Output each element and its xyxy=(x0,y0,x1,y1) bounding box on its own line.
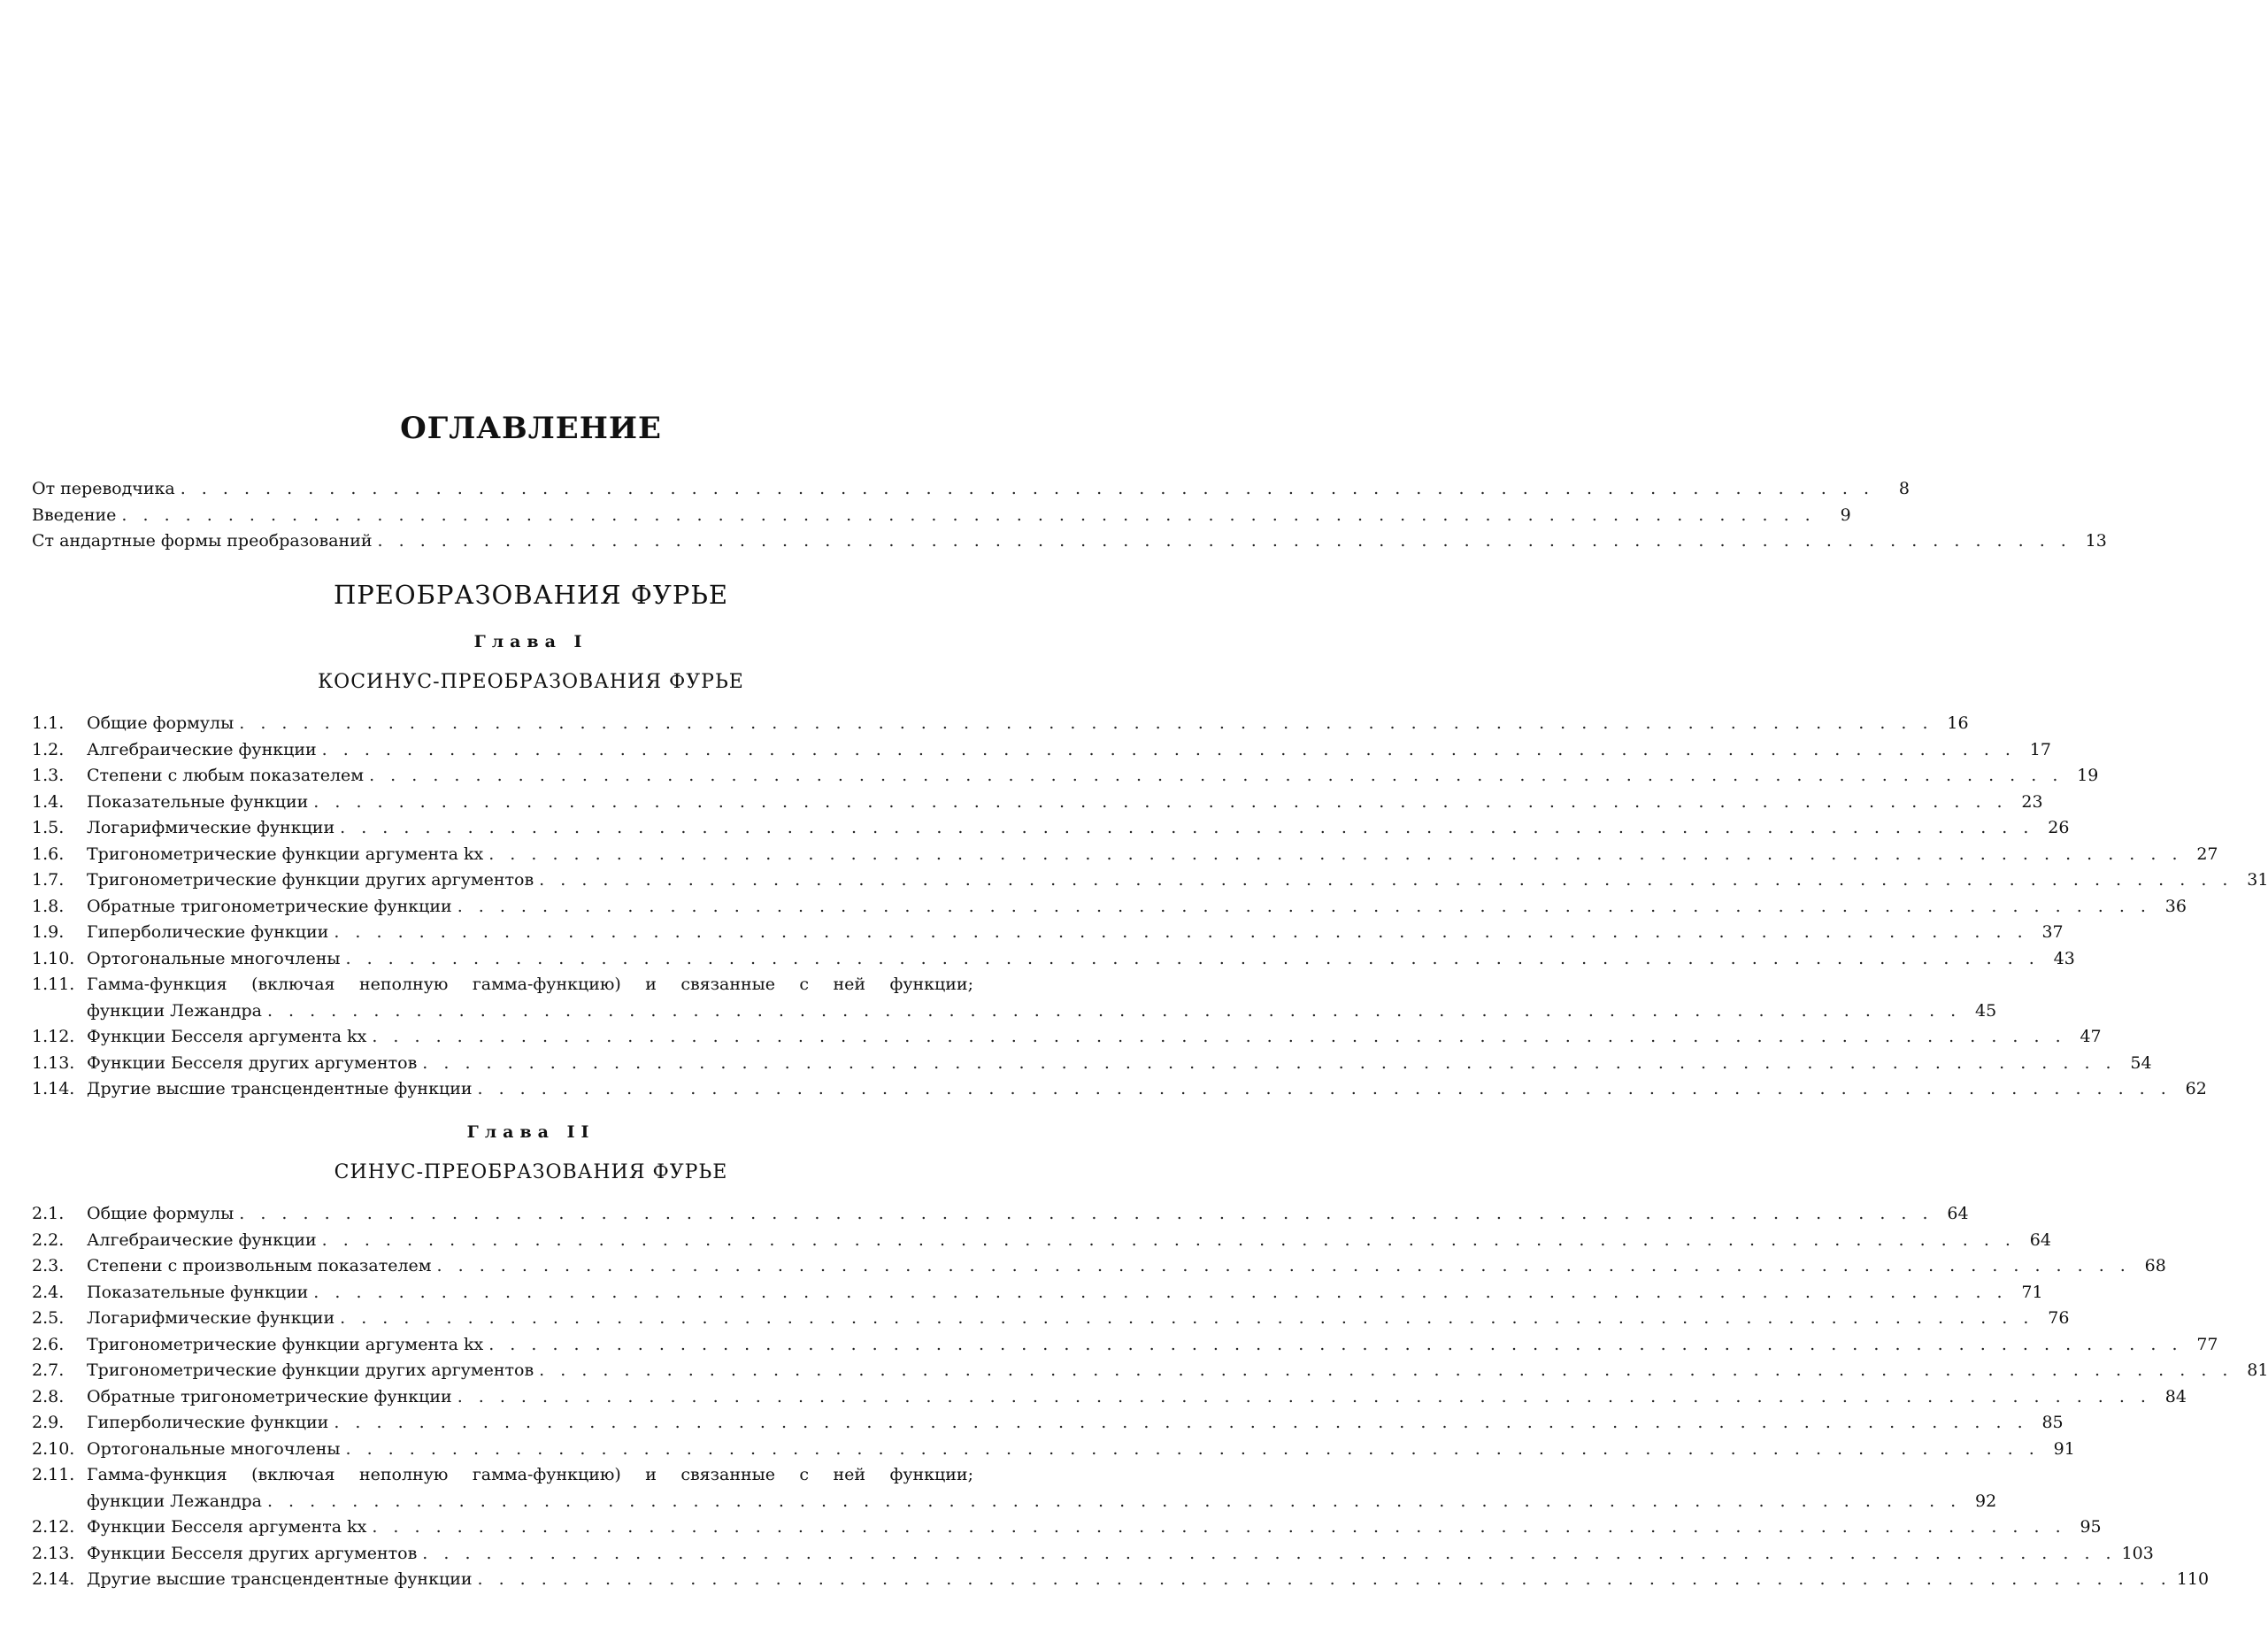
chapter-2-label: Глава II xyxy=(466,1122,596,1142)
part-title: ПРЕОБРАЗОВАНИЯ ФУРЬЕ xyxy=(333,580,729,610)
entry-page: 103 xyxy=(2121,1543,2154,1563)
dot-leader: . . . . . . . . . . . . . . . . . . . . . . . . . . . . . . . . . . . . . . . . . . . . . . . . . . . . . . . . . . . . . . . . . . . . . . . . . . . . . . . . xyxy=(121,505,1816,525)
dot-leader: . . . . . . . . . . . . . . . . . . . . . . . . . . . . . . . . . . . . . . . . . . . . . . . . . . . . . . . . . . . . . . . . . . . . . . . . . . . . . . . . xyxy=(266,1000,1962,1021)
entry-page: 71 xyxy=(2021,1282,2043,1302)
entry-title: Другие высшие трансцендентные функции xyxy=(87,1079,473,1098)
toc-entry[interactable] xyxy=(32,1228,2051,1254)
entry-page: 16 xyxy=(1947,713,1969,733)
entry-title: Логарифмические функции xyxy=(87,818,335,837)
entry-line xyxy=(32,972,1016,998)
entry-title: Общие формулы xyxy=(87,1204,234,1223)
dot-leader: . . . . . . . . . . . . . . . . . . . . . . . . . . . . . . . . . . . . . . . . . . . . . . . . . . . . . . . . . . . . . . . . . . . . . . . . . . . . . . . . xyxy=(334,1413,2028,1432)
toc-entry[interactable] xyxy=(32,503,1851,529)
entry-title: Показательные функции xyxy=(87,791,309,812)
toc-entry[interactable] xyxy=(32,1410,2064,1437)
entry-number: 1.2. xyxy=(32,739,65,759)
toc-entry[interactable] xyxy=(32,763,2099,790)
entry-page: 84 xyxy=(2164,1386,2187,1406)
dot-leader: . . . . . . . . . . . . . . . . . . . . . . . . . . . . . . . . . . . . . . . . . . . . . . . . . . . . . . . . . . . . . . . . . . . . . . . . . . . . . . . . xyxy=(422,1543,2117,1563)
entry-title: Гиперболические функции xyxy=(87,1413,329,1432)
entry-page: 23 xyxy=(2021,791,2043,812)
dot-leader: . . . . . . . . . . . . . . . . . . . . . . . . . . . . . . . . . . . . . . . . . . . . . . . . . . . . . . . . . . . . . . . . . . . . . . . . . . . . . . . . xyxy=(372,1517,2066,1537)
entry-title: Ортогональные многочлены xyxy=(87,948,341,968)
toc-entry[interactable] xyxy=(32,842,2218,868)
entry-page: 8 xyxy=(1898,479,1911,498)
dot-leader: . . . . . . . . . . . . . . . . . . . . . . . . . . . . . . . . . . . . . . . . . . . . . . . . . . . . . . . . . . . . . . . . . . . . . . . . . . . . . . . . xyxy=(436,1256,2131,1275)
toc-entry[interactable] xyxy=(32,972,1997,1024)
entry-title: Обратные тригонометрические функции xyxy=(87,896,452,916)
entry-page: 95 xyxy=(2080,1517,2102,1537)
toc-entry[interactable] xyxy=(32,711,1969,737)
entry-page: 31 xyxy=(2247,870,2268,890)
entry-number: 1.4. xyxy=(32,791,65,812)
entry-number: 1.7. xyxy=(32,870,65,890)
dot-leader: . . . . . . . . . . . . . . . . . . . . . . . . . . . . . . . . . . . . . . . . . . . . . . . . . . . . . . . . . . . . . . . . . . . . . . . . . . . . . . . . xyxy=(266,1491,1962,1511)
dot-leader: . . . . . . . . . . . . . . . . . . . . . . . . . . . . . . . . . . . . . . . . . . . . . . . . . . . . . . . . . . . . . . . . . . . . . . . . . . . . . . . . xyxy=(369,766,2064,785)
entry-number: 1.13. xyxy=(32,1052,75,1073)
entry-number: 2.4. xyxy=(32,1282,65,1302)
toc-entry[interactable] xyxy=(32,476,1911,503)
entry-title: Гиперболические функции xyxy=(87,922,329,942)
entry-number: 1.9. xyxy=(32,922,65,942)
entry-title: Степени с любым показателем xyxy=(87,766,365,785)
entry-number: 2.2. xyxy=(32,1229,65,1250)
chapter-1-entries xyxy=(32,711,2268,1103)
entry-title: Алгебраические функции xyxy=(87,739,317,759)
entry-number: 2.9. xyxy=(32,1413,65,1432)
entry-page: 43 xyxy=(2053,948,2075,968)
entry-number: 2.10. xyxy=(32,1438,75,1459)
entry-number: 1.8. xyxy=(32,896,65,916)
entry-page: 92 xyxy=(1975,1491,1997,1511)
chapter-1-title: КОСИНУС-ПРЕОБРАЗОВАНИЯ ФУРЬЕ xyxy=(318,671,744,693)
dot-leader: . . . . . . . . . . . . . . . . . . . . . . . . . . . . . . . . . . . . . . . . . . . . . . . . . . . . . . . . . . . . . . . . . . . . . . . . . . . . . . . . xyxy=(457,896,2151,916)
dot-leader: . . . . . . . . . . . . . . . . . . . . . . . . . . . . . . . . . . . . . . . . . . . . . . . . . . . . . . . . . . . . . . . . . . . . . . . . . . . . . . . . xyxy=(372,1027,2066,1046)
dot-leader: . . . . . . . . . . . . . . . . . . . . . . . . . . . . . . . . . . . . . . . . . . . . . . . . . . . . . . . . . . . . . . . . . . . . . . . . . . . . . . . . xyxy=(345,948,2040,968)
entry-page: 19 xyxy=(2077,766,2099,785)
toc-entry[interactable] xyxy=(32,1280,2043,1306)
toc-entry[interactable] xyxy=(32,1201,1969,1228)
toc-entry[interactable] xyxy=(32,1437,2075,1463)
entry-line xyxy=(32,1462,1016,1489)
entry-title: Тригонометрические функции аргумента kx xyxy=(87,1334,484,1354)
dot-leader: . . . . . . . . . . . . . . . . . . . . . . . . . . . . . . . . . . . . . . . . . . . . . . . . . . . . . . . . . . . . . . . . . . . . . . . . . . . . . . . . xyxy=(321,1229,2016,1250)
dot-leader: . . . . . . . . . . . . . . . . . . . . . . . . . . . . . . . . . . . . . . . . . . . . . . . . . . . . . . . . . . . . . . . . . . . . . . . . . . . . . . . . xyxy=(345,1438,2040,1459)
dot-leader: . . . . . . . . . . . . . . . . . . . . . . . . . . . . . . . . . . . . . . . . . . . . . . . . . . . . . . . . . . . . . . . . . . . . . . . . . . . . . . . . xyxy=(457,1386,2151,1406)
entry-page: 85 xyxy=(2041,1413,2064,1432)
entry-title: От переводчика xyxy=(32,479,175,498)
entry-number: 2.11. xyxy=(32,1465,75,1484)
entry-number: 1.6. xyxy=(32,844,65,864)
dot-leader: . . . . . . . . . . . . . . . . . . . . . . . . . . . . . . . . . . . . . . . . . . . . . . . . . . . . . . . . . . . . . . . . . . . . . . . . . . . . . . . . xyxy=(321,739,2016,759)
entry-page: 13 xyxy=(2085,531,2107,551)
dot-leader: . . . . . . . . . . . . . . . . . . . . . . . . . . . . . . . . . . . . . . . . . . . . . . . . . . . . . . . . . . . . . . . . . . . . . . . . . . . . . . . . xyxy=(334,922,2028,942)
toc-entry[interactable] xyxy=(32,1024,2102,1051)
entry-number: 2.1. xyxy=(32,1204,65,1223)
entry-page: 45 xyxy=(1975,1000,1997,1021)
entry-line xyxy=(32,998,1997,1025)
dot-leader: . . . . . . . . . . . . . . . . . . . . . . . . . . . . . . . . . . . . . . . . . . . . . . . . . . . . . . . . . . . . . . . . . . . . . . . . . . . . . . . . xyxy=(180,479,1875,498)
toc-entry[interactable] xyxy=(32,737,2051,764)
toc-entry[interactable] xyxy=(32,894,2187,921)
entry-title: Гамма-функция (включая неполную гамма-функцию) и связанные с ней функции; xyxy=(87,1465,973,1484)
toc-entry[interactable] xyxy=(32,1358,2268,1384)
entry-page: 91 xyxy=(2053,1438,2075,1459)
entry-title: Тригонометрические функции других аргументов xyxy=(87,1360,534,1380)
entry-page: 26 xyxy=(2048,818,2070,837)
entry-title: Обратные тригонометрические функции xyxy=(87,1386,452,1406)
entry-title: Введение xyxy=(32,505,117,525)
entry-title: Функции Бесселя аргумента kx xyxy=(87,1027,367,1046)
entry-title: Общие формулы xyxy=(87,713,234,733)
dot-leader: . . . . . . . . . . . . . . . . . . . . . . . . . . . . . . . . . . . . . . . . . . . . . . . . . . . . . . . . . . . . . . . . . . . . . . . . . . . . . . . . xyxy=(539,1360,2233,1380)
toc-entry[interactable] xyxy=(32,1462,1997,1514)
entry-number: 1.11. xyxy=(32,975,75,994)
dot-leader: . . . . . . . . . . . . . . . . . . . . . . . . . . . . . . . . . . . . . . . . . . . . . . . . . . . . . . . . . . . . . . . . . . . . . . . . . . . . . . . . xyxy=(340,1308,2034,1328)
entry-page: 76 xyxy=(2048,1308,2070,1328)
entry-number: 2.3. xyxy=(32,1256,65,1275)
toc-entry[interactable] xyxy=(32,1514,2102,1541)
entry-page: 36 xyxy=(2164,896,2187,916)
entry-title: функции Лежандра xyxy=(87,1491,262,1511)
entry-title: Логарифмические функции xyxy=(87,1308,335,1328)
entry-page: 62 xyxy=(2185,1079,2207,1098)
dot-leader: . . . . . . . . . . . . . . . . . . . . . . . . . . . . . . . . . . . . . . . . . . . . . . . . . . . . . . . . . . . . . . . . . . . . . . . . . . . . . . . . xyxy=(239,713,1934,733)
entry-page: 37 xyxy=(2041,922,2064,942)
dot-leader: . . . . . . . . . . . . . . . . . . . . . . . . . . . . . . . . . . . . . . . . . . . . . . . . . . . . . . . . . . . . . . . . . . . . . . . . . . . . . . . . xyxy=(488,844,2183,864)
entry-title: Ортогональные многочлены xyxy=(87,1438,341,1459)
entry-title: функции Лежандра xyxy=(87,1000,262,1021)
toc-entry[interactable] xyxy=(32,528,2107,555)
entry-page: 64 xyxy=(1947,1204,1969,1223)
toc-entry[interactable] xyxy=(32,815,2070,842)
dot-leader: . . . . . . . . . . . . . . . . . . . . . . . . . . . . . . . . . . . . . . . . . . . . . . . . . . . . . . . . . . . . . . . . . . . . . . . . . . . . . . . . xyxy=(239,1204,1934,1223)
front-matter-list xyxy=(32,476,2107,555)
entry-title: Функции Бесселя других аргументов xyxy=(87,1052,418,1073)
toc-entry[interactable] xyxy=(32,1253,2166,1280)
entry-number: 1.1. xyxy=(32,713,65,733)
dot-leader: . . . . . . . . . . . . . . . . . . . . . . . . . . . . . . . . . . . . . . . . . . . . . . . . . . . . . . . . . . . . . . . . . . . . . . . . . . . . . . . . xyxy=(477,1079,2172,1098)
entry-number: 2.14. xyxy=(32,1569,75,1589)
entry-title: Алгебраические функции xyxy=(87,1229,317,1250)
entry-number: 1.14. xyxy=(32,1079,75,1098)
dot-leader: . . . . . . . . . . . . . . . . . . . . . . . . . . . . . . . . . . . . . . . . . . . . . . . . . . . . . . . . . . . . . . . . . . . . . . . . . . . . . . . . xyxy=(340,818,2034,837)
entry-title: Показательные функции xyxy=(87,1282,309,1302)
toc-entry[interactable] xyxy=(32,1076,2207,1103)
entry-number: 1.10. xyxy=(32,948,75,968)
toc-entry[interactable] xyxy=(32,867,2268,894)
entry-number: 2.5. xyxy=(32,1308,65,1328)
entry-number: 1.3. xyxy=(32,766,65,785)
entry-number: 1.12. xyxy=(32,1027,75,1046)
entry-title: Гамма-функция (включая неполную гамма-функцию) и связанные с ней функции; xyxy=(87,975,973,994)
dot-leader: . . . . . . . . . . . . . . . . . . . . . . . . . . . . . . . . . . . . . . . . . . . . . . . . . . . . . . . . . . . . . . . . . . . . . . . . . . . . . . . . xyxy=(313,1282,2008,1302)
toc-entry[interactable] xyxy=(32,1051,2152,1077)
entry-title: Ст андартные формы преобразований xyxy=(32,531,373,551)
entry-title: Тригонометрические функции аргумента kx xyxy=(87,844,484,864)
entry-page: 77 xyxy=(2196,1334,2218,1354)
page-title: ОГЛАВЛЕНИЕ xyxy=(400,411,662,446)
entry-number: 2.7. xyxy=(32,1360,65,1380)
dot-leader: . . . . . . . . . . . . . . . . . . . . . . . . . . . . . . . . . . . . . . . . . . . . . . . . . . . . . . . . . . . . . . . . . . . . . . . . . . . . . . . . xyxy=(539,870,2233,890)
toc-entry[interactable] xyxy=(32,1567,2210,1593)
entry-page: 9 xyxy=(1840,505,1851,525)
entry-page: 54 xyxy=(2130,1052,2152,1073)
dot-leader: . . . . . . . . . . . . . . . . . . . . . . . . . . . . . . . . . . . . . . . . . . . . . . . . . . . . . . . . . . . . . . . . . . . . . . . . . . . . . . . . xyxy=(313,791,2008,812)
toc-entry[interactable] xyxy=(32,1541,2154,1568)
toc-entry[interactable] xyxy=(32,1384,2187,1411)
dot-leader: . . . . . . . . . . . . . . . . . . . . . . . . . . . . . . . . . . . . . . . . . . . . . . . . . . . . . . . . . . . . . . . . . . . . . . . . . . . . . . . . xyxy=(377,531,2072,551)
chapter-2-entries xyxy=(32,1201,2268,1593)
dot-leader: . . . . . . . . . . . . . . . . . . . . . . . . . . . . . . . . . . . . . . . . . . . . . . . . . . . . . . . . . . . . . . . . . . . . . . . . . . . . . . . . xyxy=(477,1569,2172,1589)
toc-entry[interactable] xyxy=(32,920,2064,946)
entry-number: 1.5. xyxy=(32,818,65,837)
entry-number: 2.13. xyxy=(32,1543,75,1563)
toc-entry[interactable] xyxy=(32,1306,2070,1332)
entry-title: Функции Бесселя других аргументов xyxy=(87,1543,418,1563)
entry-page: 68 xyxy=(2144,1256,2166,1275)
dot-leader: . . . . . . . . . . . . . . . . . . . . . . . . . . . . . . . . . . . . . . . . . . . . . . . . . . . . . . . . . . . . . . . . . . . . . . . . . . . . . . . . xyxy=(488,1334,2183,1354)
entry-line xyxy=(32,1489,1997,1515)
entry-page: 27 xyxy=(2196,844,2218,864)
entry-number: 2.12. xyxy=(32,1517,75,1537)
chapter-1-label: Глава I xyxy=(473,632,588,651)
chapter-2-title: СИНУС-ПРЕОБРАЗОВАНИЯ ФУРЬЕ xyxy=(334,1161,728,1183)
entry-number: 2.8. xyxy=(32,1386,65,1406)
entry-title: Функции Бесселя аргумента kx xyxy=(87,1517,367,1537)
entry-page: 110 xyxy=(2176,1569,2210,1589)
entry-title: Другие высшие трансцендентные функции xyxy=(87,1569,473,1589)
entry-page: 47 xyxy=(2080,1027,2102,1046)
entry-page: 17 xyxy=(2029,739,2051,759)
toc-entry[interactable] xyxy=(32,946,2075,973)
toc-entry[interactable] xyxy=(32,1332,2218,1359)
entry-title: Степени с произвольным показателем xyxy=(87,1256,432,1275)
toc-entry[interactable] xyxy=(32,790,2043,816)
entry-page: 81 xyxy=(2247,1360,2268,1380)
entry-title: Тригонометрические функции других аргументов xyxy=(87,870,534,890)
entry-number: 2.6. xyxy=(32,1334,65,1354)
entry-page: 64 xyxy=(2029,1229,2051,1250)
dot-leader: . . . . . . . . . . . . . . . . . . . . . . . . . . . . . . . . . . . . . . . . . . . . . . . . . . . . . . . . . . . . . . . . . . . . . . . . . . . . . . . . xyxy=(422,1052,2117,1073)
